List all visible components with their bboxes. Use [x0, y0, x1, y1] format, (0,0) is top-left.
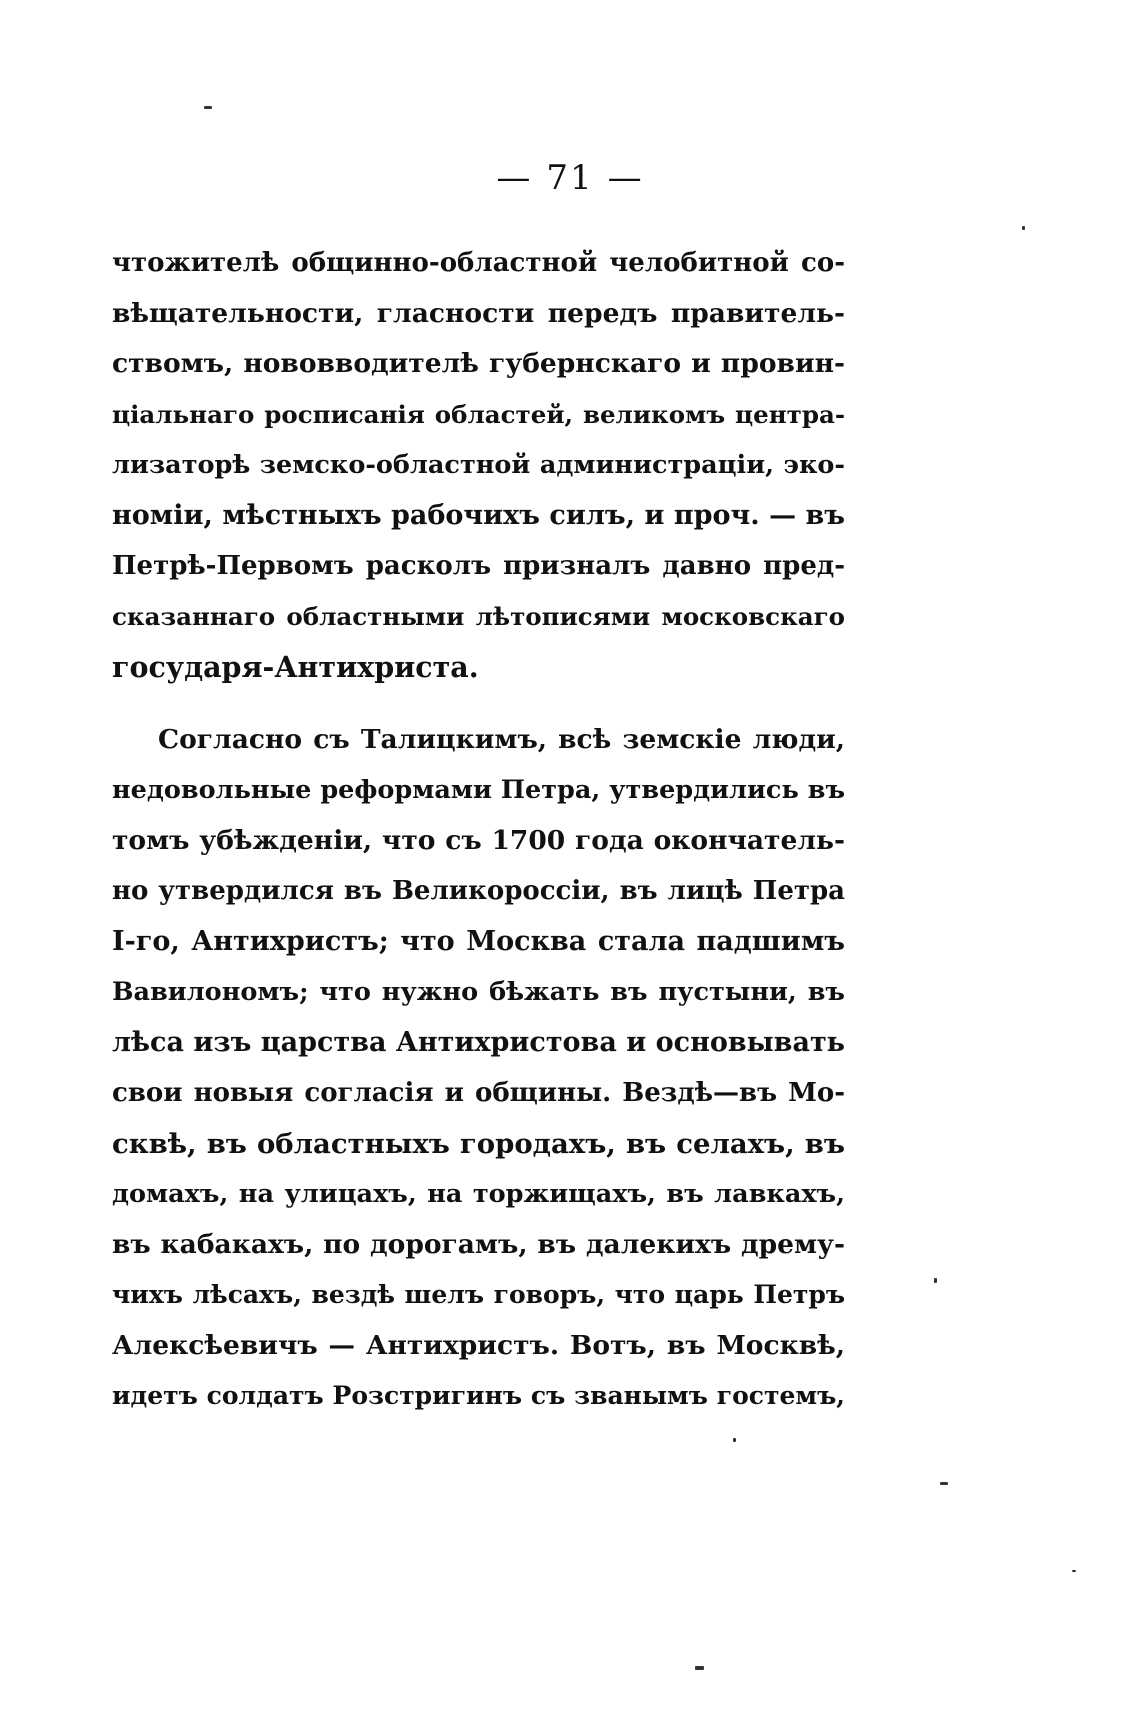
- body-text: [112, 238, 845, 1422]
- text-line: сквѣ, въ областныхъ городахъ, въ селахъ, въ: [112, 1127, 845, 1160]
- text-line: домахъ, на улицахъ, на торжищахъ, въ лавкахъ,: [112, 1179, 845, 1209]
- text-line: въ кабакахъ, по дорогамъ, въ далекихъ дрему-: [112, 1228, 845, 1260]
- text-line: чихъ лѣсахъ, вездѣ шелъ говоръ, что царь Петръ: [112, 1280, 845, 1309]
- text-line: недовольные реформами Петра, утвердились въ: [112, 775, 845, 805]
- text-line: сказаннаго областными лѣтописями московскаго: [112, 601, 845, 631]
- paragraph-1: [112, 238, 845, 693]
- scan-speck: [695, 1666, 704, 1670]
- page-number-dash-left: —: [496, 158, 533, 198]
- paragraph-gap: [112, 693, 845, 715]
- text-line: идетъ солдатъ Розстригинъ съ званымъ гостемъ,: [112, 1381, 845, 1410]
- text-line: свои новыя согласія и общины. Вездѣ—въ Мо-: [112, 1078, 845, 1108]
- paragraph-2: [112, 715, 845, 1422]
- scan-speck: [204, 106, 212, 109]
- text-line: І-го, Антихристъ; что Москва стала падшимъ: [112, 925, 845, 957]
- text-line: лизаторѣ земско-областной администраціи, эко-: [112, 450, 845, 480]
- page-number: [0, 158, 1140, 198]
- text-line: номіи, мѣстныхъ рабочихъ силъ, и проч. — въ: [112, 499, 845, 531]
- text-line: вѣщательности, гласности передъ правитель-: [112, 297, 845, 329]
- scan-speck: [1022, 226, 1025, 230]
- text-line: Алексѣевичъ — Антихристъ. Вотъ, въ Москвѣ,: [112, 1329, 845, 1361]
- text-line: государя-Антихриста.: [112, 650, 479, 684]
- scan-speck: [940, 1482, 948, 1485]
- page-number-dash-right: —: [607, 158, 644, 198]
- text-line: Вавилономъ; что нужно бѣжать въ пустыни, въ: [112, 977, 845, 1007]
- scan-speck: [1072, 1570, 1076, 1572]
- scan-speck: [733, 1438, 736, 1442]
- page-number-value: 71: [546, 158, 594, 198]
- text-line: Согласно съ Талицкимъ, всѣ земскіе люди,: [158, 723, 845, 755]
- text-line: чтожителѣ общинно-областной челобитной со-: [112, 248, 845, 278]
- scan-speck: [934, 1278, 937, 1283]
- text-line: томъ убѣжденіи, что съ 1700 года окончатель-: [112, 824, 845, 856]
- text-line: ствомъ, нововводителѣ губернскаго и провин-: [112, 348, 845, 379]
- text-line: Петрѣ-Первомъ расколъ призналъ давно пред-: [112, 551, 845, 581]
- text-line: ціальнаго росписанія областей, великомъ центра-: [112, 399, 845, 429]
- text-line: но утвердился въ Великороссіи, въ лицѣ Петра: [112, 876, 845, 906]
- text-line: лѣса изъ царства Антихристова и основывать: [112, 1026, 845, 1058]
